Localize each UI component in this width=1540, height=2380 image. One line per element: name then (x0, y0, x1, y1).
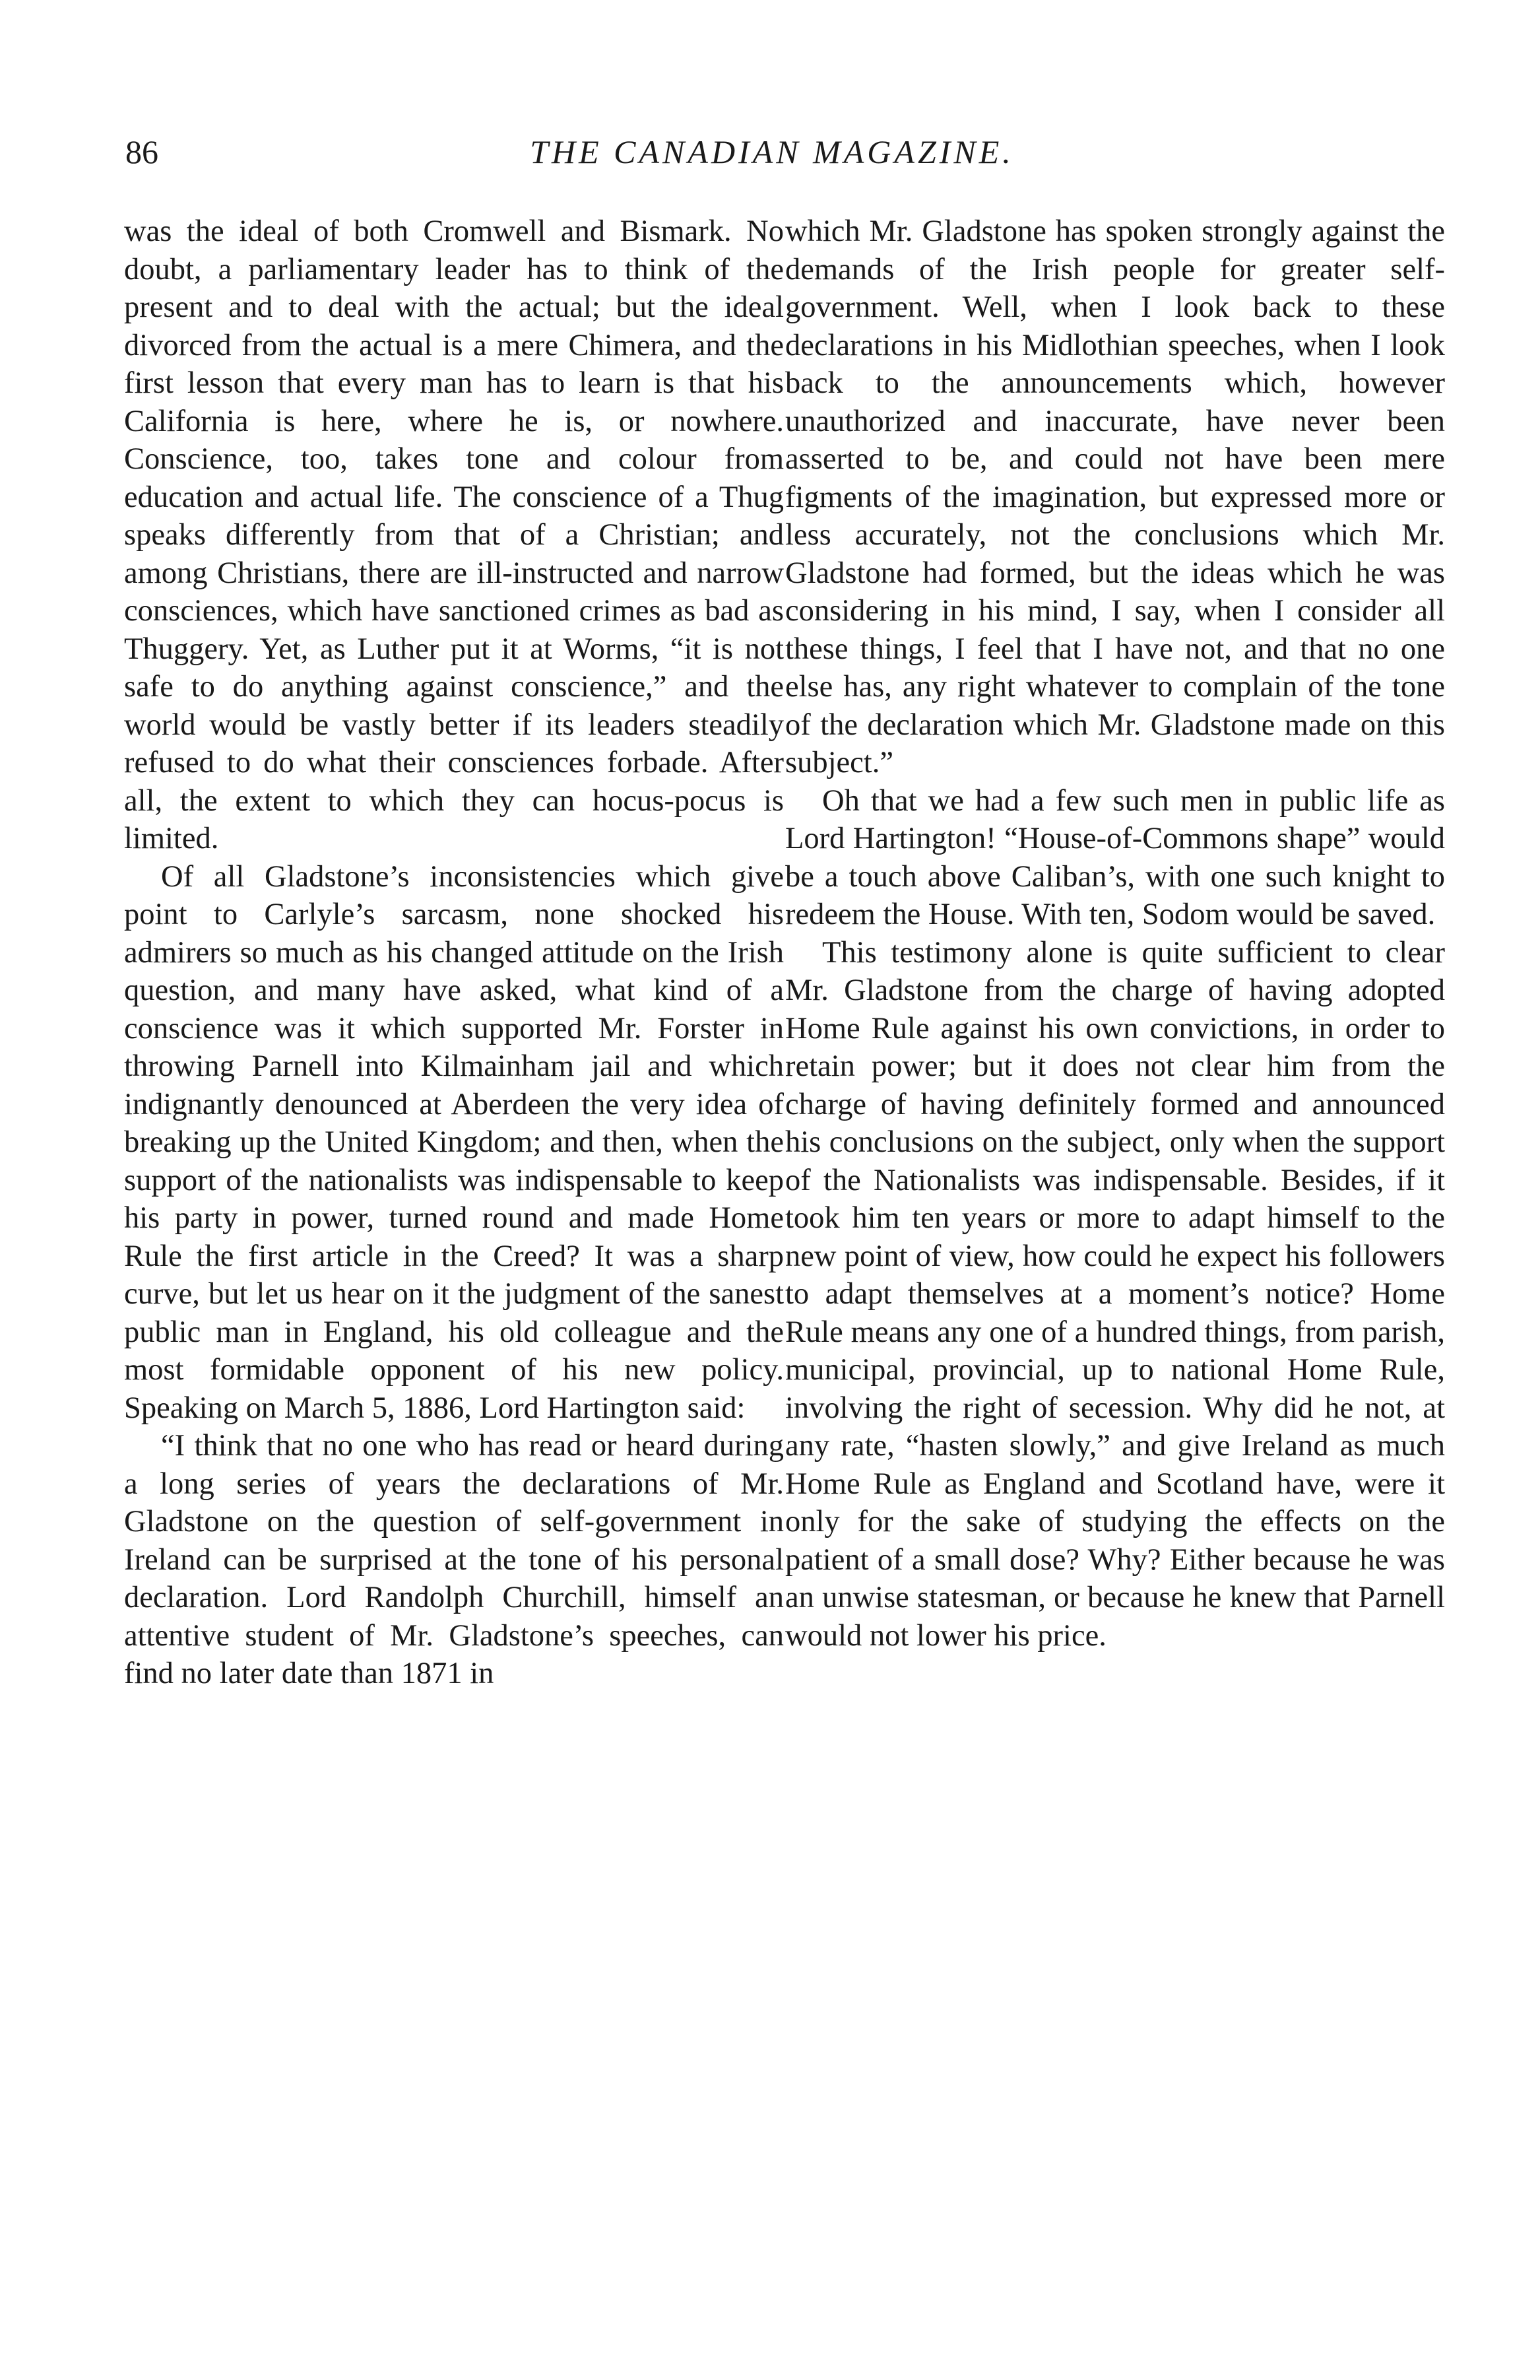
page-number: 86 (125, 133, 158, 170)
page-header (125, 125, 1419, 178)
quoted-paragraph: “I think that no one who has read or heard during a long series of years the declarations of Mr. Gladstone on the question of self-government in Ireland can be surprised at the tone of his personal declaration. Lord Randolph Churchill, himself an attentive student of Mr. Gladstone’s speeches, can find no later date than 1871 in (124, 1429, 784, 1690)
left-column (124, 213, 784, 1693)
paragraph: Of all Gladstone’s inconsistencies which give point to Carlyle’s sarcasm, none shocked his admirers so much as his changed attitude on the Irish question, and many have asked, what kind of a conscience was it which supported Mr. Forster in throwing Parnell into Kilmainham jail and which indignantly denounced at Aberdeen the very idea of breaking up the United Kingdom; and then, when the support of the nationalists was indispensable to keep his party in power, turned round and made Home Rule the first article in the Creed? It was a sharp curve, but let us hear on it the judgment of the sanest public man in England, his old colleague and the most formidable opponent of his new policy. Speaking on March 5, 1886, Lord Hartington said: (124, 859, 784, 1425)
right-column (785, 213, 1445, 1655)
paragraph: which Mr. Gladstone has spoken strongly against the demands of the Irish people for greater self-government. Well, when I look back to these declarations in his Midlothian speeches, when I look back to the announcements which, however unauthorized and inaccurate, have never been asserted to be, and could not have been mere figments of the imagination, but expressed more or less accurately, not the conclusions which Mr. Gladstone had formed, but the ideas which he was considering in his mind, I say, when I consider all these things, I feel that I have not, and that no one else has, any right whatever to complain of the tone of the declaration which Mr. Gladstone made on this subject.” (785, 215, 1445, 779)
paragraph: This testimony alone is quite sufficient to clear Mr. Gladstone from the charge of having adopted Home Rule against his own convictions, in order to retain power; but it does not clear him from the charge of having definitely formed and announced his conclusions on the subject, only when the support of the Nationalists was indispensable. Besides, if it took him ten years or more to adapt himself to the new point of view, how could he expect his followers to adapt themselves at a moment’s notice? Home Rule means any one of a hundred things, from parish, municipal, provincial, up to national Home Rule, involving the right of secession. Why did he not, at any rate, “hasten slowly,” and give Ireland as much Home Rule as England and Scotland have, were it only for the sake of studying the effects on the patient of a small dose? Why? Either because he was an unwise statesman, or because he knew that Parnell would not lower his price. (785, 935, 1445, 1653)
paragraph: was the ideal of both Cromwell and Bismark. No doubt, a parliamentary leader has to think of the present and to deal with the actual; but the ideal divorced from the actual is a mere Chimera, and the first lesson that every man has to learn is that his California is here, where he is, or nowhere. Conscience, too, takes tone and colour from education and actual life. The conscience of a Thug speaks differently from that of a Christian; and among Christians, there are ill-instructed and narrow consciences, which have sanctioned crimes as bad as Thuggery. Yet, as Luther put it at Worms, “it is not safe to do anything against conscience,” and the world would be vastly better if its leaders steadily refused to do what their consciences forbade. After all, the extent to which they can hocus-pocus is limited. (124, 215, 784, 855)
paragraph: Oh that we had a few such men in public life as Lord Hartington! “House-of-Commons shape” would be a touch above Caliban’s, with one such knight to redeem the House. With ten, Sodom would be saved. (785, 783, 1445, 931)
running-title: THE CANADIAN MAGAZINE. (530, 133, 1014, 170)
